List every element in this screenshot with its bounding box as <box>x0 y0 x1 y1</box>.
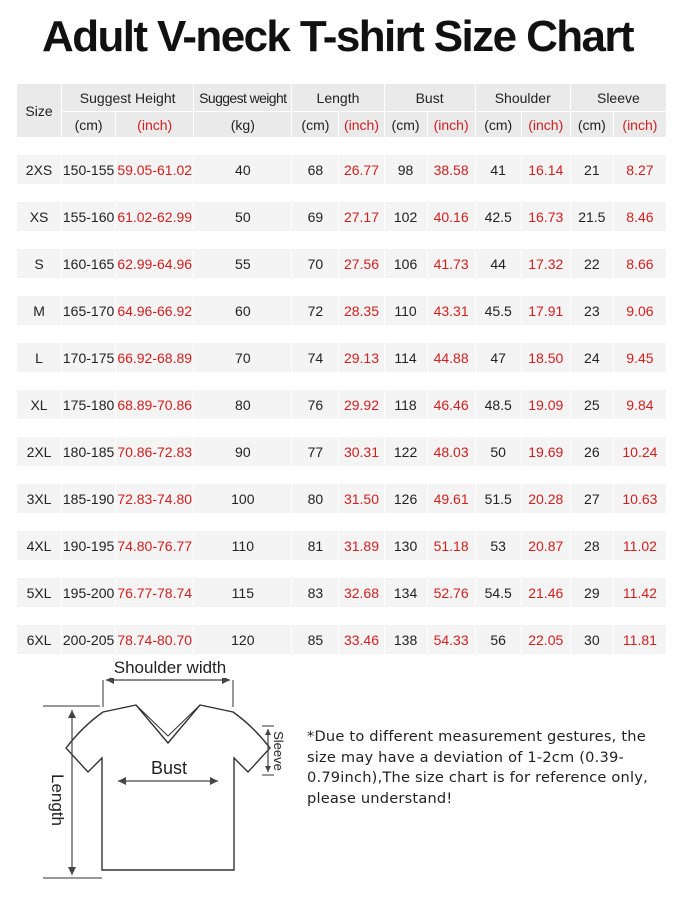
cell-shoulder-cm: 47 <box>476 343 521 372</box>
cell-sleeve-cm: 21 <box>571 155 613 184</box>
cell-height-cm: 175-180 <box>62 390 115 419</box>
cell-weight: 40 <box>194 155 291 184</box>
cell-length-in: 31.50 <box>339 484 383 513</box>
cell-shoulder-cm: 41 <box>476 155 521 184</box>
page-title: Adult V-neck T-shirt Size Chart <box>42 12 633 61</box>
cell-sleeve-in: 11.81 <box>614 625 666 654</box>
cell-shoulder-cm: 42.5 <box>476 202 521 231</box>
cell-length-cm: 77 <box>292 437 338 466</box>
header-height: Suggest Height <box>62 84 193 111</box>
cell-height-in: 76.77-78.74 <box>116 578 193 607</box>
cell-sleeve-in: 11.02 <box>614 531 666 560</box>
cell-bust-in: 43.31 <box>428 296 475 325</box>
cell-size: 5XL <box>17 578 61 607</box>
row-spacer-cell <box>17 326 666 342</box>
cell-shoulder-cm: 48.5 <box>476 390 521 419</box>
cell-length-cm: 76 <box>292 390 338 419</box>
row-spacer-cell <box>17 467 666 483</box>
cell-height-in: 64.96-66.92 <box>116 296 193 325</box>
cell-size: 4XL <box>17 531 61 560</box>
cell-sleeve-in: 11.42 <box>614 578 666 607</box>
cell-height-cm: 195-200 <box>62 578 115 607</box>
cell-height-in: 72.83-74.80 <box>116 484 193 513</box>
cell-length-in: 32.68 <box>339 578 383 607</box>
cell-sleeve-cm: 27 <box>571 484 613 513</box>
cell-sleeve-in: 10.63 <box>614 484 666 513</box>
cell-sleeve-cm: 25 <box>571 390 613 419</box>
cell-sleeve-cm: 28 <box>571 531 613 560</box>
table-row <box>17 484 666 513</box>
cell-height-in: 59.05-61.02 <box>116 155 193 184</box>
cell-weight: 80 <box>194 390 291 419</box>
cell-weight: 55 <box>194 249 291 278</box>
cell-bust-cm: 106 <box>385 249 427 278</box>
unit-length-cm: (cm) <box>292 112 338 137</box>
cell-height-cm: 170-175 <box>62 343 115 372</box>
table-row <box>17 249 666 278</box>
cell-size: 6XL <box>17 625 61 654</box>
cell-height-cm: 200-205 <box>62 625 115 654</box>
cell-sleeve-in: 8.66 <box>614 249 666 278</box>
cell-shoulder-cm: 56 <box>476 625 521 654</box>
table-row <box>17 296 666 325</box>
cell-bust-in: 40.16 <box>428 202 475 231</box>
row-spacer-cell <box>17 279 666 295</box>
v-neck-line <box>136 705 200 736</box>
row-spacer <box>17 138 666 154</box>
cell-height-cm: 155-160 <box>62 202 115 231</box>
header-length: Length <box>292 84 383 111</box>
unit-weight-kg: (kg) <box>194 112 291 137</box>
cell-length-cm: 72 <box>292 296 338 325</box>
row-spacer-cell <box>17 514 666 530</box>
cell-bust-in: 46.46 <box>428 390 475 419</box>
cell-bust-cm: 114 <box>385 343 427 372</box>
unit-sleeve-cm: (cm) <box>571 112 613 137</box>
header-bust: Bust <box>385 84 475 111</box>
cell-height-cm: 185-190 <box>62 484 115 513</box>
row-spacer-cell <box>17 138 666 154</box>
cell-shoulder-in: 19.09 <box>522 390 570 419</box>
row-spacer-cell <box>17 373 666 389</box>
cell-shoulder-cm: 54.5 <box>476 578 521 607</box>
cell-bust-cm: 118 <box>385 390 427 419</box>
cell-sleeve-cm: 22 <box>571 249 613 278</box>
row-spacer <box>17 232 666 248</box>
cell-weight: 70 <box>194 343 291 372</box>
row-spacer <box>17 279 666 295</box>
cell-sleeve-in: 9.45 <box>614 343 666 372</box>
cell-bust-cm: 98 <box>385 155 427 184</box>
sleeve-label: Sleeve <box>271 731 286 771</box>
row-spacer-cell <box>17 561 666 577</box>
cell-shoulder-in: 21.46 <box>522 578 570 607</box>
cell-length-in: 30.31 <box>339 437 383 466</box>
cell-sleeve-in: 8.27 <box>614 155 666 184</box>
cell-bust-cm: 130 <box>385 531 427 560</box>
cell-bust-cm: 126 <box>385 484 427 513</box>
cell-sleeve-in: 9.84 <box>614 390 666 419</box>
unit-height-inch: (inch) <box>116 112 193 137</box>
row-spacer <box>17 561 666 577</box>
cell-size: 3XL <box>17 484 61 513</box>
table-body <box>17 138 666 654</box>
unit-bust-cm: (cm) <box>385 112 427 137</box>
length-label: Length <box>48 774 67 826</box>
cell-shoulder-cm: 44 <box>476 249 521 278</box>
cell-size: M <box>17 296 61 325</box>
cell-shoulder-in: 18.50 <box>522 343 570 372</box>
row-spacer <box>17 185 666 201</box>
cell-length-cm: 70 <box>292 249 338 278</box>
cell-length-in: 27.56 <box>339 249 383 278</box>
cell-size: XL <box>17 390 61 419</box>
cell-bust-cm: 122 <box>385 437 427 466</box>
row-spacer <box>17 326 666 342</box>
cell-bust-cm: 102 <box>385 202 427 231</box>
cell-sleeve-in: 10.24 <box>614 437 666 466</box>
unit-shoulder-cm: (cm) <box>476 112 521 137</box>
cell-shoulder-cm: 53 <box>476 531 521 560</box>
row-spacer-cell <box>17 420 666 436</box>
cell-sleeve-in: 8.46 <box>614 202 666 231</box>
cell-bust-cm: 138 <box>385 625 427 654</box>
cell-length-in: 29.13 <box>339 343 383 372</box>
unit-height-cm: (cm) <box>62 112 115 137</box>
shoulder-width-label: Shoulder width <box>113 658 227 677</box>
row-spacer-cell <box>17 232 666 248</box>
cell-weight: 90 <box>194 437 291 466</box>
cell-bust-in: 48.03 <box>428 437 475 466</box>
cell-length-in: 29.92 <box>339 390 383 419</box>
cell-length-cm: 85 <box>292 625 338 654</box>
cell-size: XS <box>17 202 61 231</box>
table-row <box>17 578 666 607</box>
row-spacer <box>17 514 666 530</box>
cell-bust-cm: 110 <box>385 296 427 325</box>
header-sleeve: Sleeve <box>571 84 666 111</box>
cell-length-in: 27.17 <box>339 202 383 231</box>
unit-sleeve-inch: (inch) <box>614 112 666 137</box>
cell-length-cm: 80 <box>292 484 338 513</box>
cell-weight: 50 <box>194 202 291 231</box>
cell-shoulder-in: 19.69 <box>522 437 570 466</box>
cell-shoulder-in: 20.87 <box>522 531 570 560</box>
row-spacer <box>17 467 666 483</box>
cell-sleeve-cm: 24 <box>571 343 613 372</box>
cell-bust-in: 49.61 <box>428 484 475 513</box>
row-spacer <box>17 373 666 389</box>
cell-length-in: 33.46 <box>339 625 383 654</box>
cell-shoulder-in: 16.73 <box>522 202 570 231</box>
unit-length-inch: (inch) <box>339 112 383 137</box>
table-row <box>17 390 666 419</box>
cell-height-in: 74.80-76.77 <box>116 531 193 560</box>
cell-length-cm: 81 <box>292 531 338 560</box>
cell-height-cm: 180-185 <box>62 437 115 466</box>
cell-height-in: 70.86-72.83 <box>116 437 193 466</box>
header-weight: Suggest weight <box>194 84 291 111</box>
cell-size: 2XS <box>17 155 61 184</box>
unit-shoulder-inch: (inch) <box>522 112 570 137</box>
row-spacer-cell <box>17 185 666 201</box>
cell-shoulder-in: 22.05 <box>522 625 570 654</box>
cell-height-in: 78.74-80.70 <box>116 625 193 654</box>
table-row <box>17 155 666 184</box>
cell-size: 2XL <box>17 437 61 466</box>
cell-length-cm: 69 <box>292 202 338 231</box>
cell-sleeve-in: 9.06 <box>614 296 666 325</box>
cell-height-cm: 160-165 <box>62 249 115 278</box>
cell-bust-in: 41.73 <box>428 249 475 278</box>
cell-weight: 110 <box>194 531 291 560</box>
cell-height-cm: 150-155 <box>62 155 115 184</box>
cell-length-cm: 83 <box>292 578 338 607</box>
cell-bust-in: 54.33 <box>428 625 475 654</box>
cell-height-cm: 165-170 <box>62 296 115 325</box>
table-row <box>17 202 666 231</box>
cell-shoulder-cm: 51.5 <box>476 484 521 513</box>
cell-height-in: 61.02-62.99 <box>116 202 193 231</box>
header-shoulder: Shoulder <box>476 84 570 111</box>
row-spacer-cell <box>17 608 666 624</box>
unit-bust-inch: (inch) <box>428 112 475 137</box>
header-row <box>17 84 666 111</box>
cell-sleeve-cm: 21.5 <box>571 202 613 231</box>
cell-height-in: 68.89-70.86 <box>116 390 193 419</box>
cell-weight: 100 <box>194 484 291 513</box>
table-row <box>17 531 666 560</box>
cell-shoulder-in: 17.91 <box>522 296 570 325</box>
cell-height-in: 66.92-68.89 <box>116 343 193 372</box>
cell-length-cm: 74 <box>292 343 338 372</box>
header-size: Size <box>17 84 61 137</box>
row-spacer <box>17 420 666 436</box>
cell-sleeve-cm: 29 <box>571 578 613 607</box>
row-spacer <box>17 608 666 624</box>
table-row <box>17 437 666 466</box>
cell-bust-in: 38.58 <box>428 155 475 184</box>
cell-shoulder-in: 16.14 <box>522 155 570 184</box>
cell-weight: 60 <box>194 296 291 325</box>
cell-bust-in: 52.76 <box>428 578 475 607</box>
cell-length-cm: 68 <box>292 155 338 184</box>
cell-shoulder-cm: 45.5 <box>476 296 521 325</box>
measurement-note: *Due to different measurement gestures, the size may have a deviation of 1-2cm (0.39-0.79inch),The size chart is for reference only, please understand! <box>307 728 648 807</box>
cell-size: S <box>17 249 61 278</box>
cell-length-in: 26.77 <box>339 155 383 184</box>
cell-weight: 115 <box>194 578 291 607</box>
cell-length-in: 28.35 <box>339 296 383 325</box>
cell-weight: 120 <box>194 625 291 654</box>
cell-sleeve-cm: 26 <box>571 437 613 466</box>
cell-sleeve-cm: 30 <box>571 625 613 654</box>
size-chart-table <box>16 83 667 655</box>
unit-row <box>17 112 666 137</box>
cell-shoulder-in: 20.28 <box>522 484 570 513</box>
cell-bust-cm: 134 <box>385 578 427 607</box>
bust-label: Bust <box>150 758 188 778</box>
cell-shoulder-in: 17.32 <box>522 249 570 278</box>
cell-length-in: 31.89 <box>339 531 383 560</box>
cell-height-cm: 190-195 <box>62 531 115 560</box>
cell-size: L <box>17 343 61 372</box>
cell-height-in: 62.99-64.96 <box>116 249 193 278</box>
cell-sleeve-cm: 23 <box>571 296 613 325</box>
table-row <box>17 343 666 372</box>
cell-bust-in: 44.88 <box>428 343 475 372</box>
tshirt-diagram <box>38 650 298 890</box>
tshirt-outline <box>66 705 270 870</box>
cell-bust-in: 51.18 <box>428 531 475 560</box>
cell-shoulder-cm: 50 <box>476 437 521 466</box>
